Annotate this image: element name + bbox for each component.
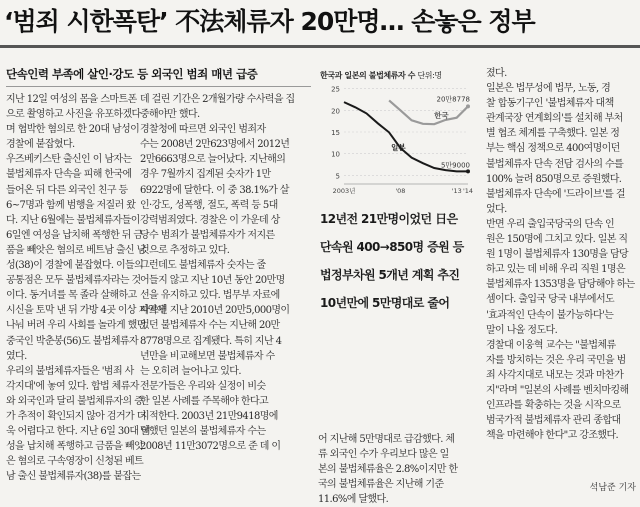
- y-tick-label: 25: [331, 85, 340, 94]
- text-line: 죄 사각지대로 내모는 것과 마찬가: [486, 369, 624, 381]
- text-line: 일본은 법무성에 법무, 노동, 경: [486, 83, 611, 95]
- data-label-japan-2014: 5만9000: [440, 161, 470, 170]
- byline: 석남준 기자: [589, 483, 636, 493]
- text-line: 불법체류자 단속에 '드라이브'를 걸: [486, 188, 625, 200]
- text-line: '효과적인 단속이 불가능하다'는: [486, 309, 614, 321]
- text-line: 었다.: [486, 203, 507, 215]
- subheadline: 단속인력 부족에 살인·강도 등 외국인 범죄 매년 급증: [6, 67, 258, 81]
- body-column-1: [6, 92, 166, 492]
- chart-unit: 단위:명: [417, 71, 442, 80]
- text-line: 6~7명과 함께 범행을 저질러 왔: [6, 199, 136, 211]
- text-line: 남 출신 불법체류자(38)를 붙잡는: [6, 471, 141, 483]
- text-line: 지"라며 "일본의 사례를 벤치마킹해: [486, 384, 629, 396]
- subheadline-rule: [6, 86, 311, 87]
- text-line: 셈이다. 출입국 당국 내부에서도: [486, 294, 615, 306]
- text-line: 6922명에 달한다. 이 중 38.1%가 살: [140, 184, 289, 196]
- text-line: 으로 촬영하고 사진을 유포하겠다: [6, 109, 141, 121]
- chart-svg: [318, 66, 478, 206]
- text-line: 중해야만 했다.: [140, 109, 200, 121]
- body-column-2: [140, 92, 310, 492]
- text-line: 경찰에 붙잡혔다.: [6, 139, 75, 151]
- y-tick-label: 15: [331, 129, 340, 137]
- text-line: 불법체류자 단속 전담 검사의 수를: [486, 158, 624, 170]
- text-line: 자를 방치하는 것은 우리 국민을 범: [486, 354, 626, 366]
- text-line: 어들지 않고 지난 10년 동안 20만명: [140, 275, 285, 287]
- text-line: 이다. 동거녀를 목 졸라 살해하고: [6, 290, 137, 302]
- text-line: 찰 합동기구인 '불법체류자 대책: [486, 98, 614, 110]
- text-line: 가 추적이 확인되지 않아 검거가 더: [6, 410, 146, 422]
- text-line: 선을 유지하고 있다. 법무부 자료에: [140, 290, 280, 302]
- text-line: 하고 있는 데 비해 우리 직원 1명은: [486, 264, 626, 276]
- text-line: 각지대'에 놓여 있다. 합법 체류자: [6, 380, 139, 392]
- key-point-3: 법정부차원 5개년 계획 추진: [320, 268, 460, 282]
- series-end-point: [466, 104, 470, 108]
- y-tick-label: 5: [335, 172, 340, 181]
- text-line: 것으로 추정하고 있다.: [140, 244, 230, 256]
- text-line: 원은 150명에 그치고 있다. 일본 직: [486, 234, 628, 246]
- body-column-3: [318, 432, 478, 506]
- x-tick-label: '08: [395, 187, 406, 195]
- x-tick-label: '13: [451, 187, 462, 195]
- text-line: 나눠 버려 우리 사회를 놀라게 했던: [6, 320, 146, 332]
- text-line: 책을 마련해야 한다"고 강조했다.: [486, 430, 619, 442]
- text-line: 년만을 비교해보면 불법체류자 수: [140, 350, 275, 362]
- text-line: 별 협조 체계를 구축했다. 일본 정: [486, 128, 620, 140]
- key-point-1: 12년전 21만명이었던 日은: [320, 212, 458, 226]
- text-line: 한 일본 사례를 주목해야 한다고: [140, 395, 269, 407]
- key-point-2: 단속원 400→850명 증원 등: [320, 240, 464, 254]
- text-line: 경찰청에 따르면 외국인 범죄자: [140, 124, 266, 136]
- text-line: 지난 12일 여성의 몸을 스마트폰: [6, 94, 137, 105]
- body-column-4: [486, 66, 638, 494]
- text-line: 국의 불법체류율은 지난해 기준: [318, 479, 444, 491]
- text-line: 공통점은 모두 불법체류자라는 것: [6, 275, 141, 287]
- text-line: 졌다.: [486, 68, 507, 79]
- key-point-4: 10년만에 5만명대로 줄어: [320, 296, 450, 310]
- text-line: 관계국장 연계회의'를 설치해 부처: [486, 113, 623, 125]
- text-line: 은 혐의로 구속영장이 신청된 베트: [6, 456, 144, 468]
- text-line: 6일엔 여성을 납치해 폭행한 뒤 금: [6, 229, 143, 241]
- text-line: 었던 불법체류자 수는 지난해 20만: [140, 320, 280, 332]
- text-line: 반면 우리 출입국당국의 단속 인: [486, 218, 615, 230]
- text-line: 류 외국인 수가 우리보다 많은 일: [318, 449, 449, 461]
- text-line: 욱 어렵다고 한다. 지난 6일 30대 여: [6, 426, 151, 438]
- text-line: 시신을 토막 낸 뒤 가방 4곳 이상 지역에: [6, 305, 166, 317]
- text-line: 말이 나올 정도다.: [486, 324, 558, 336]
- text-line: 11.6%에 달했다.: [318, 494, 389, 506]
- line-chart: [318, 66, 478, 206]
- series-end-point: [466, 169, 470, 173]
- x-tick-label: 2003년: [332, 187, 356, 195]
- text-line: 들어온 뒤 다른 외국인 친구 등: [6, 184, 128, 196]
- text-line: 우리의 불법체류자들은 '범죄 사: [6, 365, 134, 377]
- key-points-box: [320, 210, 478, 430]
- text-line: 100% 늘려 850명으로 증원했다.: [486, 173, 622, 185]
- text-line: 전문가들은 우리와 실정이 비슷: [140, 380, 266, 392]
- text-line: 는 오히려 늘어나고 있다.: [140, 365, 241, 377]
- text-line: 성을 납치해 폭행하고 금품을 빼앗: [6, 441, 144, 453]
- headline-rule: [0, 45, 640, 48]
- text-line: 다. 지난 6월에는 불법체류자들이: [6, 214, 140, 226]
- text-line: 우즈베키스탄 출신인 이 남자는: [6, 154, 132, 166]
- text-line: 중국인 박춘봉(56)도 불법체류자: [6, 335, 139, 347]
- text-line: 와 외국인과 달리 불법체류자의 증: [6, 395, 144, 407]
- text-line: 경찰대 이웅혁 교수는 "불법체류: [486, 339, 616, 351]
- text-line: 8778명으로 집계됐다. 특히 지난 4: [140, 335, 282, 347]
- chart-title-text: 한국과 일본의 불법체류자 수: [320, 71, 416, 80]
- series-label-japan: 일본: [391, 143, 406, 153]
- text-line: 품을 빼앗은 혐의로 베트남 출신 남: [6, 244, 146, 256]
- text-line: 어 지난해 5만명대로 급감했다. 체: [318, 434, 455, 445]
- text-line: 불법체류자 1353명을 담당해야 하는: [486, 279, 635, 291]
- text-line: 경우 7월까지 집계된 숫자가 1만: [140, 169, 271, 181]
- text-line: 며 협박한 혐의로 한 20대 남성이: [6, 124, 140, 136]
- text-line: 2008년 11만3072명으로 준 데 이: [140, 441, 281, 453]
- text-line: 범국가적 불법체류자 관리 종합대: [486, 415, 621, 427]
- text-line: 인프라를 확충하는 것을 시작으로: [486, 400, 621, 412]
- text-line: 수는 2008년 2만623명에서 2012년: [140, 139, 290, 151]
- text-line: 불법체류자 단속을 피해 한국에: [6, 169, 132, 181]
- text-line: 당수 범죄가 불법체류자가 저지른: [140, 229, 275, 241]
- text-line: 강력범죄였다. 경찰은 이 가운데 상: [140, 214, 280, 226]
- text-line: 그런데도 불법체류자 숫자는 줄: [140, 260, 266, 272]
- text-line: 2만6663명으로 늘어났다. 지난해의: [140, 154, 286, 166]
- data-label-korea-2014: 20만8778: [436, 95, 470, 104]
- text-line: 본의 불법체류율은 2.8%이지만 한: [318, 464, 458, 476]
- text-line: 부는 핵심 정책으로 400여명이던: [486, 143, 620, 155]
- text-line: 성(38)이 경찰에 붙잡혔다. 이들의: [6, 260, 144, 272]
- headline: ‘범죄 시한폭탄’ 不法체류자 20만명… 손놓은 정부: [4, 7, 535, 36]
- text-line: 데 걸린 기간은 2개월가량 수사력을 집: [140, 94, 295, 105]
- text-line: 달했던 일본의 불법체류자 수는: [140, 426, 266, 438]
- text-line: 따르면 지난 2010년 20만5,000명이: [140, 305, 290, 317]
- text-line: 인·강도, 성폭행, 절도, 폭력 등 5대: [140, 199, 278, 211]
- text-line: 지적한다. 2003년 21만9418명에: [140, 410, 278, 422]
- series-label-korea: 한국: [434, 111, 449, 121]
- y-tick-label: 10: [331, 150, 340, 159]
- y-tick-label: 20: [331, 107, 340, 116]
- x-tick-label: '14: [462, 187, 474, 195]
- series-line-0: [389, 100, 468, 124]
- text-line: 원 1명이 불법체류자 130명을 담당: [486, 249, 629, 261]
- text-line: 였다.: [6, 350, 27, 362]
